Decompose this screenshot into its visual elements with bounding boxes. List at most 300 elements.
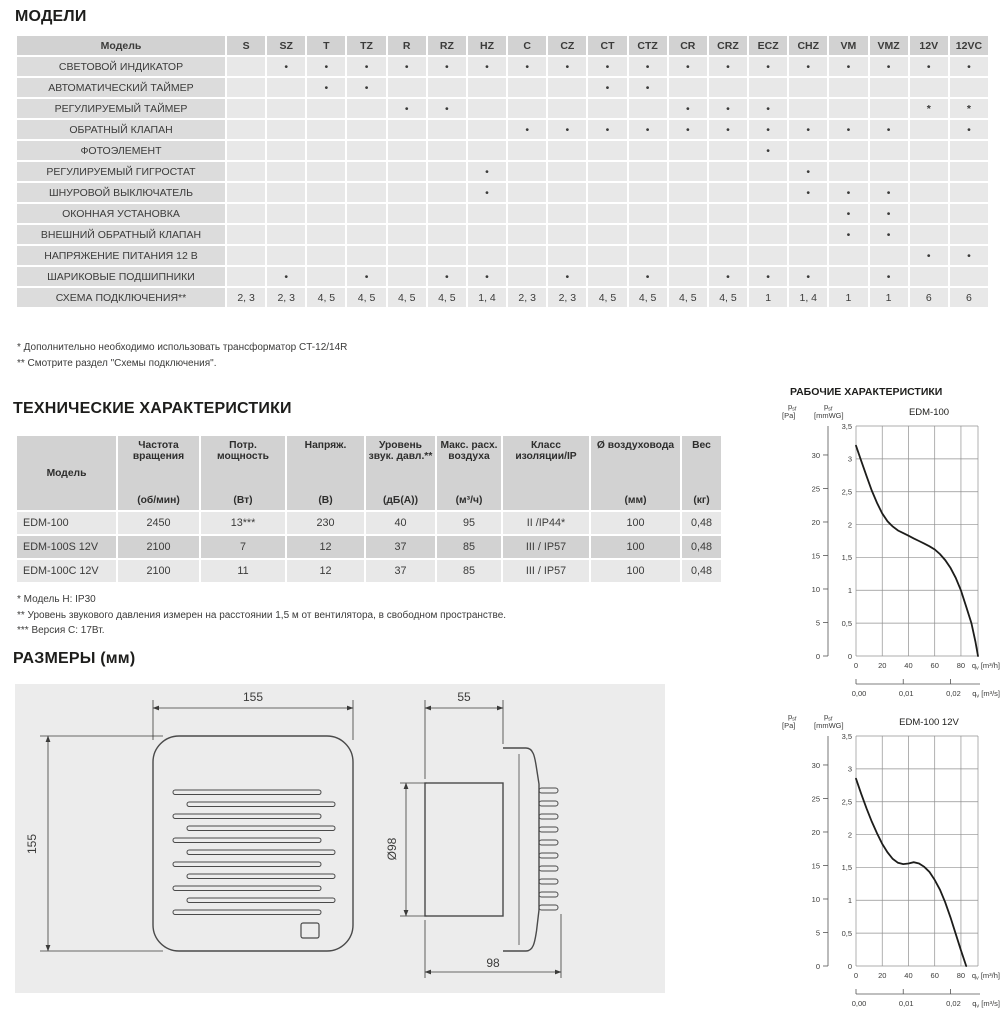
feature-label: НАПРЯЖЕНИЕ ПИТАНИЯ 12 В xyxy=(17,246,225,265)
model-column-header: CT xyxy=(588,36,626,55)
matrix-cell xyxy=(468,99,506,118)
feature-dot: • xyxy=(870,225,908,244)
matrix-cell xyxy=(508,141,546,160)
svg-text:15: 15 xyxy=(811,551,820,561)
svg-text:3: 3 xyxy=(847,454,852,464)
svg-text:0,00: 0,00 xyxy=(851,999,867,1008)
svg-text:3: 3 xyxy=(847,764,852,774)
dimensions-section-title: РАЗМЕРЫ (мм) xyxy=(13,650,136,667)
svg-text:40: 40 xyxy=(904,661,913,670)
matrix-cell xyxy=(227,141,265,160)
matrix-cell: 1 xyxy=(829,288,867,307)
spec-header-unit: (Вт) xyxy=(233,495,253,506)
spec-header-unit: (об/мин) xyxy=(137,495,180,506)
spec-header-unit: (кг) xyxy=(693,495,710,506)
footnote-line: ** Смотрите раздел "Схемы подключения". xyxy=(17,357,217,369)
model-column-header: VMZ xyxy=(870,36,908,55)
feature-dot: • xyxy=(347,57,385,76)
svg-text:psf: $p_{sf}$ xyxy=(824,712,833,723)
svg-text:0: 0 xyxy=(847,961,852,971)
feature-row xyxy=(17,267,988,286)
feature-dot: • xyxy=(548,57,586,76)
matrix-cell: 4, 5 xyxy=(388,288,426,307)
spec-value: 12 xyxy=(287,536,364,558)
feature-row xyxy=(17,57,988,76)
matrix-cell xyxy=(669,141,707,160)
matrix-cell xyxy=(267,162,305,181)
spec-value: 0,48 xyxy=(682,560,721,582)
matrix-cell: 4, 5 xyxy=(629,288,667,307)
matrix-cell xyxy=(508,204,546,223)
matrix-cell xyxy=(910,183,948,202)
feature-dot: • xyxy=(468,183,506,202)
matrix-cell xyxy=(227,57,265,76)
matrix-cell xyxy=(910,162,948,181)
matrix-cell xyxy=(548,183,586,202)
svg-text:20: 20 xyxy=(811,517,820,527)
spec-header-label: Класс изоляции/IP xyxy=(515,440,577,462)
feature-dot: • xyxy=(468,162,506,181)
model-column-header: CTZ xyxy=(629,36,667,55)
svg-text:80: 80 xyxy=(956,971,966,980)
overall-depth-label: 98 xyxy=(486,956,500,970)
matrix-cell xyxy=(388,204,426,223)
spec-header-label: Вес xyxy=(692,440,711,451)
matrix-cell xyxy=(669,246,707,265)
matrix-cell xyxy=(347,183,385,202)
dimensions-panel xyxy=(15,684,665,993)
spec-header-unit: (дБ(А)) xyxy=(382,495,419,506)
feature-label: ШАРИКОВЫЕ ПОДШИПНИКИ xyxy=(17,267,225,286)
model-column-header: T xyxy=(307,36,345,55)
duct-spigot xyxy=(425,783,503,916)
spec-column-header xyxy=(503,436,589,510)
feature-dot: • xyxy=(789,57,827,76)
matrix-cell xyxy=(468,246,506,265)
feature-label: ВНЕШНИЙ ОБРАТНЫЙ КЛАПАН xyxy=(17,225,225,244)
front-width-label: 155 xyxy=(242,690,264,704)
matrix-cell xyxy=(227,99,265,118)
feature-dot: • xyxy=(669,99,707,118)
spec-value: 7 xyxy=(201,536,285,558)
matrix-cell xyxy=(588,267,626,286)
svg-text:3,5: 3,5 xyxy=(841,421,852,431)
matrix-cell: 4, 5 xyxy=(428,288,466,307)
feature-row xyxy=(17,99,988,118)
matrix-cell xyxy=(870,162,908,181)
spec-value: 11 xyxy=(201,560,285,582)
matrix-cell xyxy=(709,78,747,97)
feature-label: РЕГУЛИРУЕМЫЙ ГИГРОСТАТ xyxy=(17,162,225,181)
matrix-cell xyxy=(347,99,385,118)
matrix-cell xyxy=(749,246,787,265)
matrix-cell xyxy=(307,225,345,244)
spec-column-header xyxy=(17,436,116,510)
feature-asterisk: * xyxy=(910,99,948,118)
spec-value: 85 xyxy=(437,536,501,558)
svg-text:2: 2 xyxy=(847,830,852,840)
spec-column-header xyxy=(366,436,435,510)
model-column-header: ECZ xyxy=(749,36,787,55)
svg-text:[Pa]: [Pa] xyxy=(782,721,796,730)
svg-text:0: 0 xyxy=(815,961,820,971)
feature-dot: • xyxy=(789,120,827,139)
feature-row xyxy=(17,204,988,223)
spec-header-label: Ø воздуховода xyxy=(596,440,675,451)
feature-dot: • xyxy=(950,57,988,76)
svg-text:10: 10 xyxy=(811,584,820,594)
matrix-cell xyxy=(227,204,265,223)
feature-dot: • xyxy=(789,183,827,202)
spec-value: 230 xyxy=(287,512,364,534)
feature-dot: • xyxy=(428,99,466,118)
spec-value: III / IP57 xyxy=(503,536,589,558)
model-column-header: RZ xyxy=(428,36,466,55)
specs-table xyxy=(15,434,723,584)
svg-text:1: 1 xyxy=(847,896,852,906)
matrix-cell xyxy=(347,162,385,181)
footnote-line: ** Уровень звукового давления измерен на расстоянии 1,5 м от вентилятора, в свободном пространстве. xyxy=(17,609,507,621)
spec-column-header xyxy=(201,436,285,510)
matrix-cell xyxy=(789,246,827,265)
matrix-cell: 4, 5 xyxy=(669,288,707,307)
models-matrix-wrap xyxy=(15,34,990,309)
matrix-cell xyxy=(227,120,265,139)
matrix-cell xyxy=(227,162,265,181)
spigot-diameter-label: Ø98 xyxy=(385,837,399,861)
matrix-cell xyxy=(548,225,586,244)
matrix-cell xyxy=(307,204,345,223)
svg-text:0,5: 0,5 xyxy=(841,618,852,628)
feature-dot: • xyxy=(388,99,426,118)
matrix-cell xyxy=(950,204,988,223)
matrix-cell: 1, 4 xyxy=(789,288,827,307)
matrix-cell xyxy=(548,78,586,97)
matrix-cell xyxy=(669,267,707,286)
matrix-cell xyxy=(950,162,988,181)
fan-curve-1 xyxy=(856,446,978,656)
feature-dot: • xyxy=(870,204,908,223)
spec-value: 100 xyxy=(591,560,680,582)
performance-chart-1 xyxy=(778,400,1000,706)
matrix-cell xyxy=(548,99,586,118)
feature-dot: • xyxy=(629,267,667,286)
model-column-header: CR xyxy=(669,36,707,55)
svg-text:30: 30 xyxy=(811,450,820,460)
feature-dot: • xyxy=(508,120,546,139)
matrix-cell xyxy=(910,225,948,244)
specs-footnotes xyxy=(17,592,506,639)
feature-label: ОКОННАЯ УСТАНОВКА xyxy=(17,204,225,223)
spec-value: 37 xyxy=(366,536,435,558)
matrix-cell xyxy=(669,204,707,223)
matrix-cell xyxy=(428,78,466,97)
matrix-cell xyxy=(629,141,667,160)
svg-text:5: 5 xyxy=(815,928,820,938)
svg-text:20: 20 xyxy=(811,827,820,837)
svg-text:0,02: 0,02 xyxy=(946,999,961,1008)
model-column-header: C xyxy=(508,36,546,55)
feature-dot: • xyxy=(548,120,586,139)
matrix-cell xyxy=(548,141,586,160)
model-column-header: CHZ xyxy=(789,36,827,55)
matrix-cell xyxy=(388,141,426,160)
feature-row xyxy=(17,141,988,160)
matrix-cell xyxy=(749,78,787,97)
feature-dot: • xyxy=(267,57,305,76)
dimensions-drawing xyxy=(15,684,665,993)
svg-text:qv [m³/s]: $q_v$ [m³/s] xyxy=(972,999,1000,1010)
matrix-cell xyxy=(629,99,667,118)
matrix-cell xyxy=(388,120,426,139)
feature-dot: • xyxy=(749,57,787,76)
matrix-cell xyxy=(950,267,988,286)
performance-section-title: РАБОЧИЕ ХАРАКТЕРИСТИКИ xyxy=(790,386,943,398)
spec-header-unit: (В) xyxy=(318,495,333,506)
spec-header-unit: (м³/ч) xyxy=(455,495,483,506)
feature-dot: • xyxy=(870,183,908,202)
matrix-cell xyxy=(468,120,506,139)
matrix-cell xyxy=(388,267,426,286)
spec-value: II /IP44* xyxy=(503,512,589,534)
spec-header-label: Напряж. xyxy=(304,440,347,451)
matrix-cell xyxy=(428,183,466,202)
feature-dot: • xyxy=(870,57,908,76)
feature-dot: • xyxy=(950,120,988,139)
feature-dot: • xyxy=(870,267,908,286)
spec-model-name: EDM-100 xyxy=(17,512,116,534)
matrix-cell xyxy=(227,267,265,286)
svg-text:qv [m³/h]: $q_v$ [m³/h] xyxy=(971,661,1000,672)
spec-column-header xyxy=(437,436,501,510)
matrix-cell xyxy=(789,225,827,244)
feature-dot: • xyxy=(629,78,667,97)
matrix-cell xyxy=(347,225,385,244)
model-column-header: CZ xyxy=(548,36,586,55)
feature-dot: • xyxy=(749,99,787,118)
matrix-cell xyxy=(267,141,305,160)
specs-section-title: ТЕХНИЧЕСКИЕ ХАРАКТЕРИСТИКИ xyxy=(13,400,292,417)
matrix-cell xyxy=(669,225,707,244)
side-body xyxy=(503,748,539,951)
matrix-cell xyxy=(910,120,948,139)
svg-text:2,5: 2,5 xyxy=(841,487,852,497)
svg-text:25: 25 xyxy=(811,484,820,494)
matrix-cell xyxy=(307,162,345,181)
matrix-cell xyxy=(468,204,506,223)
spec-column-header xyxy=(118,436,199,510)
matrix-cell xyxy=(468,78,506,97)
footnote-line: *** Версия C: 17Вт. xyxy=(17,625,105,636)
spec-value: 95 xyxy=(437,512,501,534)
feature-dot: • xyxy=(669,120,707,139)
matrix-cell xyxy=(910,204,948,223)
matrix-cell xyxy=(267,120,305,139)
fan-side-view xyxy=(425,748,558,951)
footnote-line: * Дополнительно необходимо использовать трансформатор CT-12/14R xyxy=(17,342,348,353)
model-column-header: CRZ xyxy=(709,36,747,55)
matrix-cell xyxy=(428,162,466,181)
feature-dot: • xyxy=(709,120,747,139)
matrix-cell xyxy=(829,141,867,160)
feature-dot: • xyxy=(267,267,305,286)
matrix-cell xyxy=(347,246,385,265)
svg-text:25: 25 xyxy=(811,794,820,804)
feature-dot: • xyxy=(749,141,787,160)
matrix-cell: 1 xyxy=(870,288,908,307)
matrix-cell: 4, 5 xyxy=(307,288,345,307)
matrix-cell xyxy=(709,225,747,244)
svg-text:[Pa]: [Pa] xyxy=(782,411,796,420)
feature-dot: • xyxy=(749,120,787,139)
front-housing xyxy=(153,736,353,951)
svg-text:psf: $p_{sf}$ xyxy=(788,402,797,413)
feature-dot: • xyxy=(428,57,466,76)
feature-dot: • xyxy=(548,267,586,286)
matrix-cell xyxy=(709,204,747,223)
feature-dot: • xyxy=(789,162,827,181)
feature-dot: • xyxy=(428,267,466,286)
spec-row xyxy=(17,536,721,558)
feature-dot: • xyxy=(789,267,827,286)
svg-text:20: 20 xyxy=(878,971,887,980)
feature-dot: • xyxy=(950,246,988,265)
feature-dot: • xyxy=(910,57,948,76)
feature-label: ФОТОЭЛЕМЕНТ xyxy=(17,141,225,160)
model-column-header: HZ xyxy=(468,36,506,55)
matrix-cell: 2, 3 xyxy=(267,288,305,307)
model-column-header: VM xyxy=(829,36,867,55)
feature-dot: • xyxy=(709,267,747,286)
matrix-cell xyxy=(548,246,586,265)
matrix-cell xyxy=(508,267,546,286)
matrix-cell: 2, 3 xyxy=(548,288,586,307)
matrix-cell xyxy=(227,246,265,265)
matrix-cell xyxy=(789,78,827,97)
spigot-length-label: 55 xyxy=(457,690,471,704)
matrix-cell xyxy=(548,204,586,223)
svg-text:0: 0 xyxy=(853,661,859,670)
feature-dot: • xyxy=(347,267,385,286)
svg-text:15: 15 xyxy=(811,861,820,871)
svg-text:20: 20 xyxy=(878,661,887,670)
spec-model-name: EDM-100S 12V xyxy=(17,536,116,558)
matrix-cell xyxy=(508,183,546,202)
matrix-cell: 1, 4 xyxy=(468,288,506,307)
feature-row xyxy=(17,78,988,97)
svg-text:EDM-100: EDM-100 xyxy=(908,407,950,418)
matrix-cell xyxy=(227,183,265,202)
spec-row xyxy=(17,512,721,534)
svg-text:qv [m³/s]: $q_v$ [m³/s] xyxy=(972,689,1000,700)
models-section-title: МОДЕЛИ xyxy=(15,8,87,25)
matrix-cell xyxy=(388,225,426,244)
spec-value: 37 xyxy=(366,560,435,582)
feature-label: ШНУРОВОЙ ВЫКЛЮЧАТЕЛЬ xyxy=(17,183,225,202)
matrix-cell xyxy=(629,183,667,202)
matrix-cell xyxy=(267,78,305,97)
spec-value: III / IP57 xyxy=(503,560,589,582)
svg-text:psf: $p_{sf}$ xyxy=(824,402,833,413)
feature-dot: • xyxy=(347,78,385,97)
feature-label: ОБРАТНЫЙ КЛАПАН xyxy=(17,120,225,139)
matrix-cell xyxy=(950,141,988,160)
model-column-header: R xyxy=(388,36,426,55)
matrix-cell xyxy=(267,99,305,118)
matrix-cell xyxy=(307,141,345,160)
feature-dot: • xyxy=(629,120,667,139)
svg-text:qv [m³/h]: $q_v$ [m³/h] xyxy=(971,971,1000,982)
feature-dot: • xyxy=(588,120,626,139)
feature-dot: • xyxy=(749,267,787,286)
matrix-cell: 4, 5 xyxy=(347,288,385,307)
spec-header-label: Уровень звук. давл.** xyxy=(368,440,433,462)
side-dimension-lines xyxy=(400,700,561,978)
spec-model-name: EDM-100C 12V xyxy=(17,560,116,582)
matrix-cell xyxy=(307,120,345,139)
matrix-cell xyxy=(347,204,385,223)
feature-row xyxy=(17,225,988,244)
svg-text:0,5: 0,5 xyxy=(841,928,852,938)
matrix-cell xyxy=(588,204,626,223)
feature-dot: • xyxy=(709,99,747,118)
feature-dot: • xyxy=(910,246,948,265)
svg-text:0,01: 0,01 xyxy=(898,689,914,698)
front-height-label: 155 xyxy=(25,833,39,855)
spec-value: 12 xyxy=(287,560,364,582)
matrix-cell xyxy=(388,78,426,97)
performance-chart-host-1 xyxy=(778,400,1000,706)
spec-column-header xyxy=(287,436,364,510)
matrix-cell xyxy=(588,99,626,118)
matrix-cell xyxy=(629,162,667,181)
feature-dot: • xyxy=(829,57,867,76)
matrix-cell xyxy=(508,246,546,265)
matrix-cell xyxy=(669,183,707,202)
spec-row xyxy=(17,560,721,582)
matrix-cell xyxy=(267,183,305,202)
matrix-cell: 1 xyxy=(749,288,787,307)
model-column-header: TZ xyxy=(347,36,385,55)
spec-column-header xyxy=(682,436,721,510)
svg-text:1,5: 1,5 xyxy=(841,553,852,563)
svg-text:[mmWG]: [mmWG] xyxy=(814,411,844,420)
performance-chart-host-2 xyxy=(778,710,1000,1016)
matrix-cell xyxy=(789,99,827,118)
matrix-cell xyxy=(508,162,546,181)
feature-dot: • xyxy=(468,267,506,286)
svg-text:psf: $p_{sf}$ xyxy=(788,712,797,723)
feature-dot: • xyxy=(588,78,626,97)
spec-value: 40 xyxy=(366,512,435,534)
svg-text:3,5: 3,5 xyxy=(841,731,852,741)
spec-header-unit: (мм) xyxy=(624,495,647,506)
svg-text:0: 0 xyxy=(847,651,852,661)
spec-header-label: Частота вращения xyxy=(132,440,185,462)
matrix-cell xyxy=(347,141,385,160)
matrix-cell xyxy=(548,162,586,181)
model-column-header: SZ xyxy=(267,36,305,55)
matrix-cell xyxy=(629,204,667,223)
matrix-cell xyxy=(468,141,506,160)
matrix-cell xyxy=(508,225,546,244)
matrix-cell xyxy=(588,246,626,265)
feature-dot: • xyxy=(870,120,908,139)
matrix-cell xyxy=(709,246,747,265)
matrix-cell: 4, 5 xyxy=(588,288,626,307)
spec-value: 100 xyxy=(591,536,680,558)
matrix-cell xyxy=(347,120,385,139)
